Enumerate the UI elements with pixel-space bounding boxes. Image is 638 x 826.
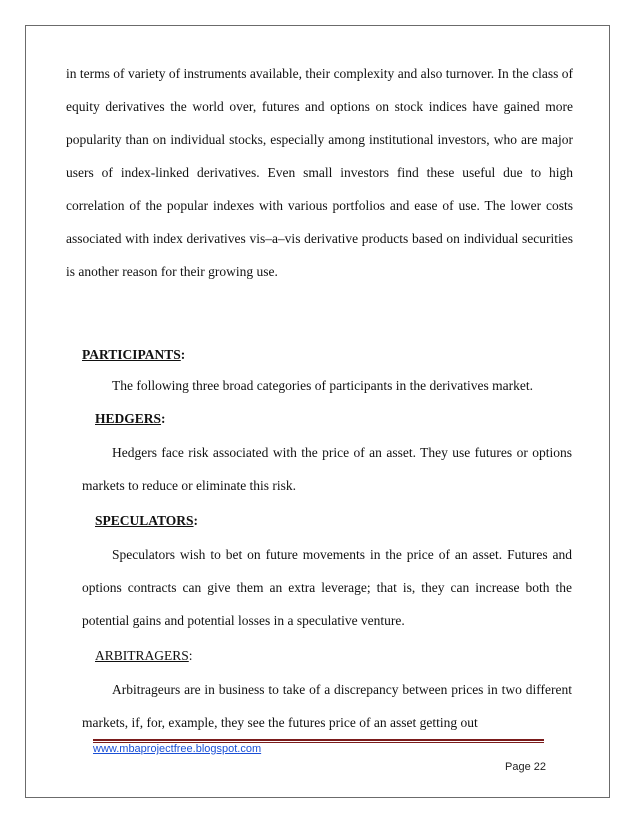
arbitragers-text: Arbitrageurs are in business to take of a discrepancy between prices in two different markets, if, for, example, they see the futures price of an asset getting out: [82, 682, 572, 730]
hedgers-text: Hedgers face risk associated with the price of an asset. They use futures or options markets to reduce or eliminate this risk.: [82, 445, 572, 493]
hedgers-heading: [95, 409, 166, 429]
speculators-text: Speculators wish to bet on future movements in the price of an asset. Futures and options contracts can give them an extra leverage; that is, they can increase both the potential gains and potential losses in a speculative venture.: [82, 547, 572, 628]
footer-link[interactable]: www.mbaprojectfree.blogspot.com: [93, 743, 262, 755]
speculators-heading-colon: :: [193, 513, 199, 528]
intro-paragraph: in terms of variety of instruments available, their complexity and also turnover. In the class of equity derivatives the world over, futures and options on stock indices have gained more popularity than on individual stocks, especially among institutional investors, who are major users of index-linked derivatives. Even small investors find these useful due to high correlation of the popular indexes with various portfolios and ease of use. The lower costs associated with index derivatives vis–a–vis derivative products based on individual securities is another reason for their growing use.: [66, 66, 573, 279]
page-number: Page 22: [505, 761, 546, 773]
hedgers-heading-text: HEDGERS: [95, 411, 162, 426]
arbitragers-heading-colon: :: [188, 648, 193, 663]
speculators-heading: [95, 511, 198, 531]
hedgers-heading-colon: :: [161, 411, 166, 426]
footer-rule: [93, 739, 544, 741]
participants-text: The following three broad categories of participants in the derivatives market.: [112, 378, 533, 393]
arbitragers-heading-text: ARBITRAGERS: [95, 648, 189, 663]
participants-heading: [82, 345, 185, 365]
participants-heading-colon: :: [180, 347, 186, 362]
speculators-heading-text: SPECULATORS: [95, 513, 194, 528]
participants-heading-text: PARTICIPANTS: [82, 347, 181, 362]
arbitragers-heading: [95, 646, 193, 666]
